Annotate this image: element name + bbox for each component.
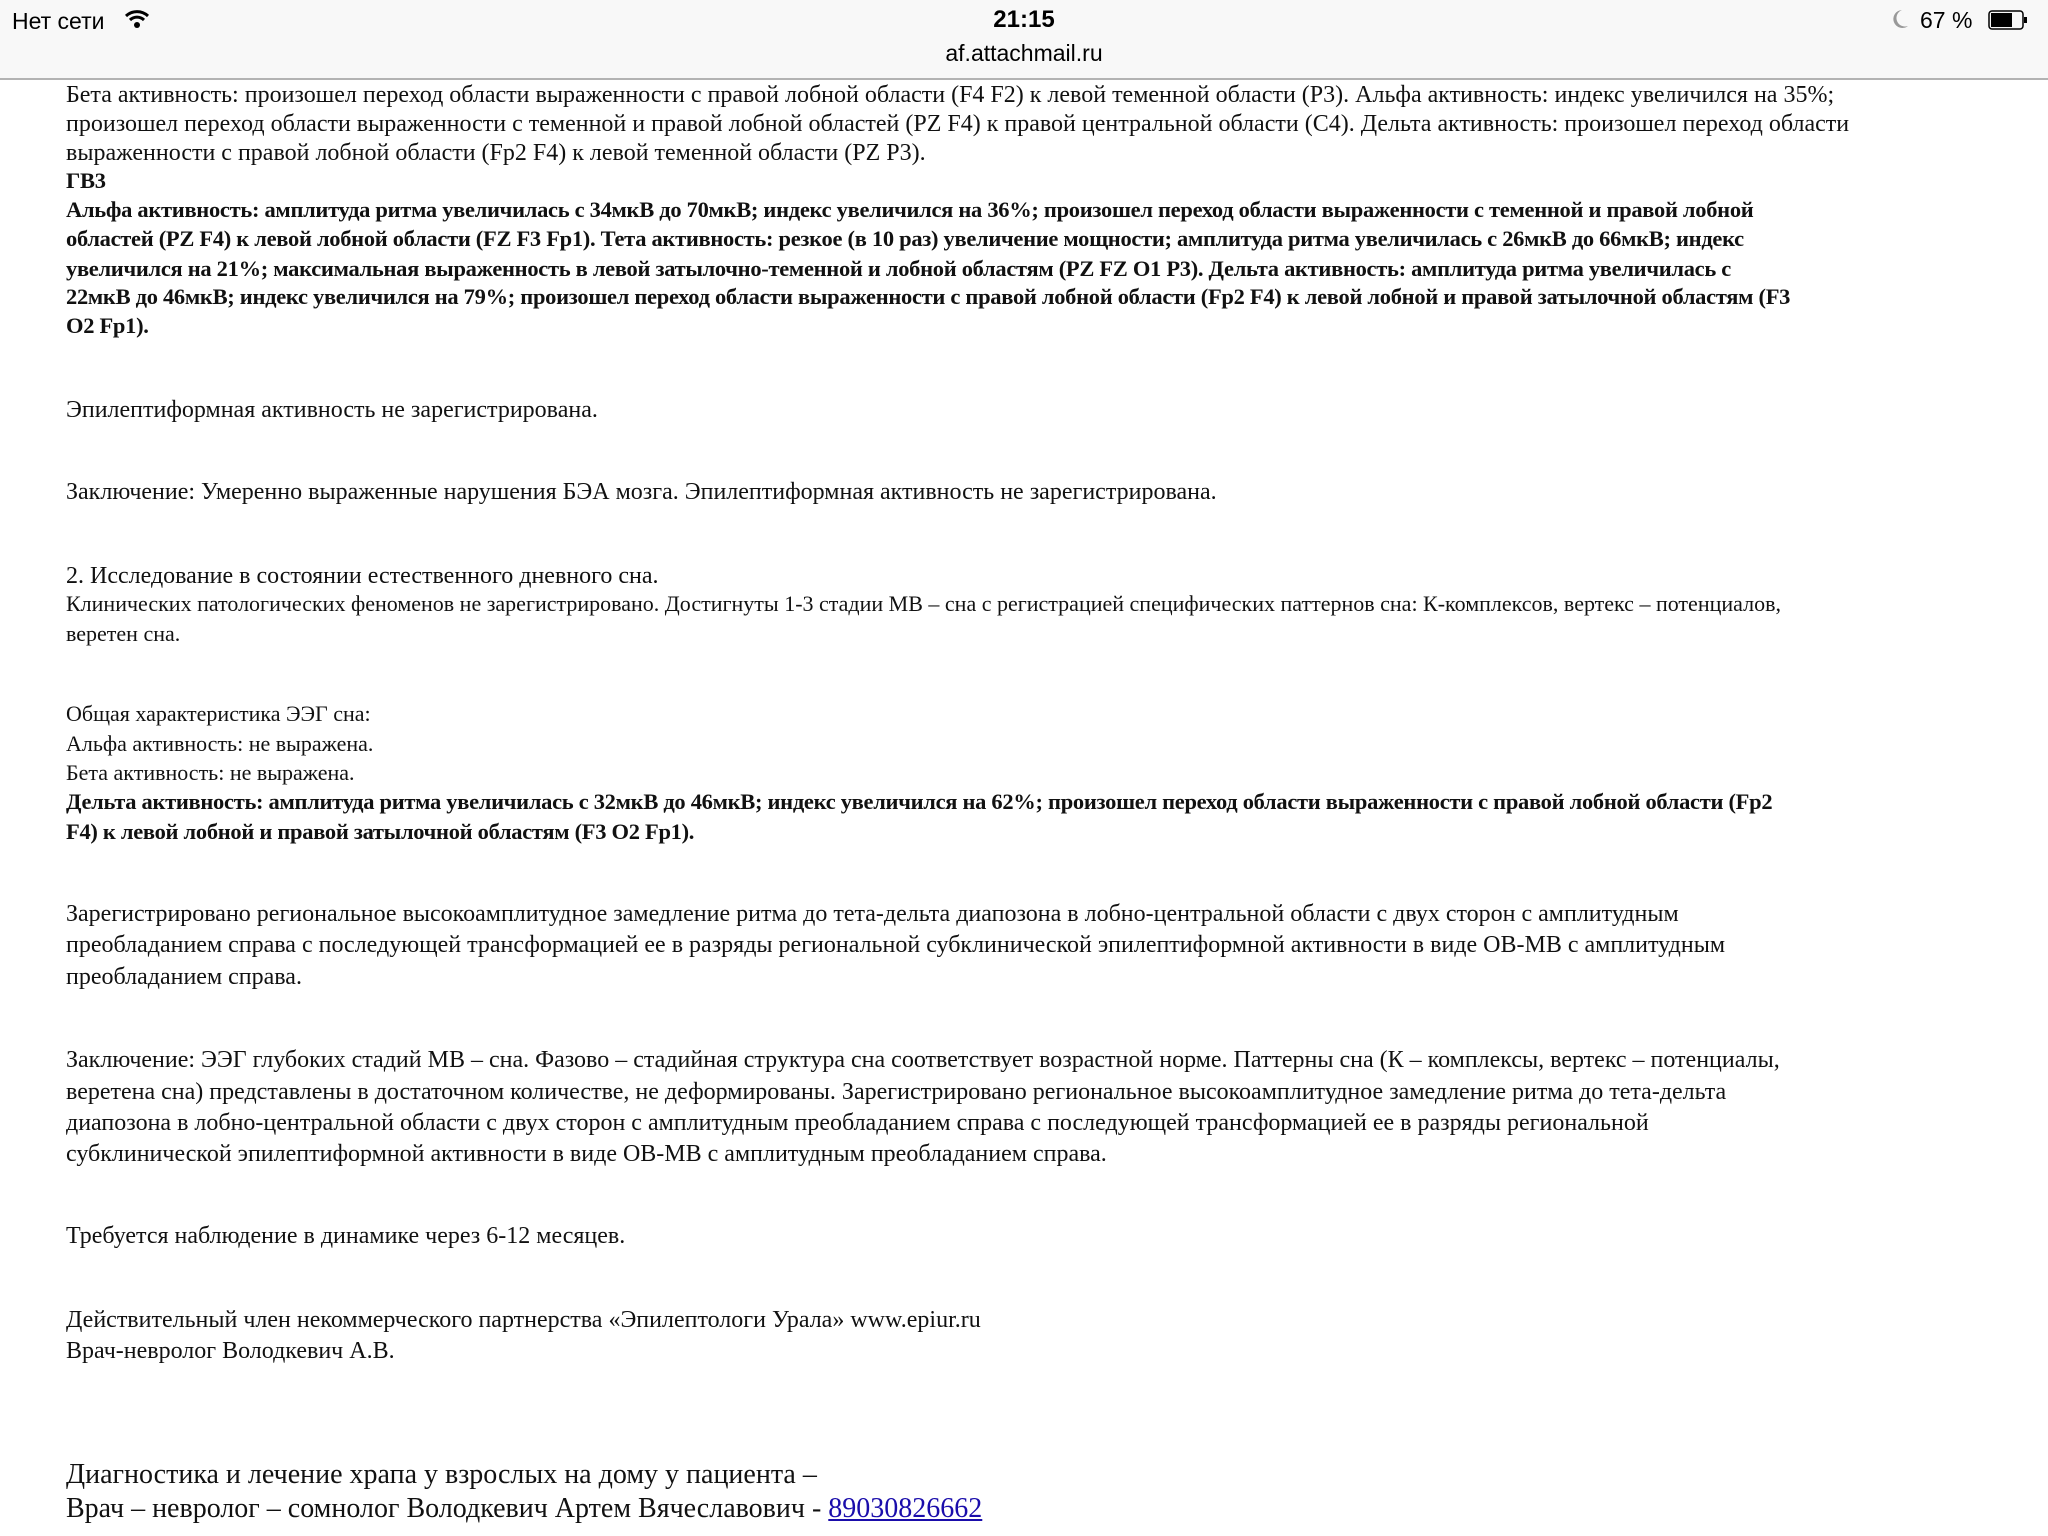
conclusion-2-line: субклинической эпилептиформной активности в виде ОВ-МВ с амплитудным преобладанием справа. <box>66 1141 1107 1167</box>
gv3-line: областей (PZ F4) к левой лобной области (FZ F3 Fp1). Тета активность: резкое (в 10 раз) увеличение мощности; амплитуда ритма увеличилась с 26мкВ до 66мкВ; индекс <box>66 226 1744 251</box>
battery-icon <box>1988 10 2028 35</box>
registered-line: преобладанием справа. <box>66 964 302 990</box>
hidden-line: произошел переход области выраженности с теменной и правой лобной областей (PZ F4) к правой центральной области (C4). Дельта активность: произошел переход области <box>66 111 1850 137</box>
conclusion-2-line: диапозона в лобно-центральной области с двух сторон с амплитудным преобладанием справа с последующей трансформацией ее в разряды региональной <box>66 1110 1649 1136</box>
conclusion-2-line: веретена сна) представлены в достаточном количестве, не деформированы. Зарегистрировано региональное высокоамплитудное замедление ритма до тета-дельта <box>66 1079 1727 1105</box>
gv3-line: увеличился на 21%; максимальная выраженность в левой затылочно-теменной и лобной областям (PZ FZ O1 P3). Дельта активность: амплитуда ритма увеличилась с <box>66 256 1731 281</box>
registered-line: преобладанием справа с последующей трансформацией ее в разряды региональной субклинической эпилептиформной активности в виде ОВ-МВ с амплитудным <box>66 932 1726 958</box>
section-2-line: веретен сна. <box>66 621 181 646</box>
epileptiform-note: Эпилептиформная активность не зарегистрирована. <box>66 397 598 423</box>
hidden-line: Бета активность: произошел переход области выраженности с правой лобной области (F4 F2) к левой теменной области (P3). Альфа активность: индекс увеличился на 35%; <box>66 82 1835 108</box>
conclusion-2-line: Заключение: ЭЭГ глубоких стадий МВ – сна. Фазово – стадийная структура сна соответствует возрастной норме. Паттерны сна (К – комплексы, вертекс – потенциалы, <box>66 1047 1780 1073</box>
followup: Требуется наблюдение в динамике через 6-12 месяцев. <box>66 1223 626 1249</box>
gv3-line: 22мкВ до 46мкВ; индекс увеличился на 79%; произошел переход области выраженности с правой лобной области (Fp2 F4) к левой лобной и правой затылочной областям (F3 <box>66 284 1791 309</box>
sleep-alpha: Альфа активность: не выражена. <box>66 731 374 756</box>
battery-percent: 67 % <box>1920 7 1973 33</box>
conclusion-1: Заключение: Умеренно выраженные нарушения БЭА мозга. Эпилептиформная активность не зарегистрирована. <box>66 479 1217 505</box>
sleep-title: Общая характеристика ЭЭГ сна: <box>66 701 371 726</box>
gv3-line: Альфа активность: амплитуда ритма увеличилась с 34мкВ до 70мкВ; индекс увеличился на 36%; произошел переход области выраженности с теменной и правой лобной <box>66 197 1754 222</box>
sleep-delta-line: Дельта активность: амплитуда ритма увеличилась с 32мкВ до 46мкВ; индекс увеличился на 62%; произошел переход области выраженности с правой лобной области (Fp2 <box>66 789 1773 814</box>
signature-line: Врач-невролог Володкевич А.В. <box>66 1338 395 1364</box>
status-bar <box>0 0 2048 80</box>
gv3-heading: ГВ3 <box>66 168 106 193</box>
clock: 21:15 <box>993 6 1055 33</box>
phone-link[interactable]: 89030826662 <box>828 1493 983 1524</box>
section-2-line: Клинических патологических феноменов не зарегистрировано. Достигнуты 1-3 стадии МВ – сна с регистрацией специфических паттернов сна: К-комплексов, вертекс – потенциалов, <box>66 591 1781 616</box>
moon-icon <box>1890 8 1910 35</box>
footer-line-2 <box>66 1492 982 1526</box>
footer-line-1: Диагностика и лечение храпа у взрослых на дому у пациента – <box>66 1459 817 1490</box>
gv3-line: O2 Fp1). <box>66 313 149 338</box>
footer-doctor: Врач – невролог – сомнолог Володкевич Артем Вячеславович - <box>66 1493 829 1524</box>
sleep-beta: Бета активность: не выражена. <box>66 760 355 785</box>
section-2-title: 2. Исследование в состоянии естественного дневного сна. <box>66 563 659 589</box>
url-bar[interactable]: af.attachmail.ru <box>945 40 1103 66</box>
carrier-label: Нет сети <box>12 8 105 34</box>
sleep-delta-line: F4) к левой лобной и правой затылочной областям (F3 O2 Fp1). <box>66 819 695 844</box>
signature-line: Действительный член некоммерческого партнерства «Эпилептологи Урала» www.epiur.ru <box>66 1307 981 1333</box>
registered-line: Зарегистрировано региональное высокоамплитудное замедление ритма до тета-дельта диапозона в лобно-центральной области с двух сторон с амплитудным <box>66 901 1679 927</box>
intro-line: выраженности с правой лобной области (Fp2 F4) к левой теменной области (PZ P3). <box>66 140 926 166</box>
